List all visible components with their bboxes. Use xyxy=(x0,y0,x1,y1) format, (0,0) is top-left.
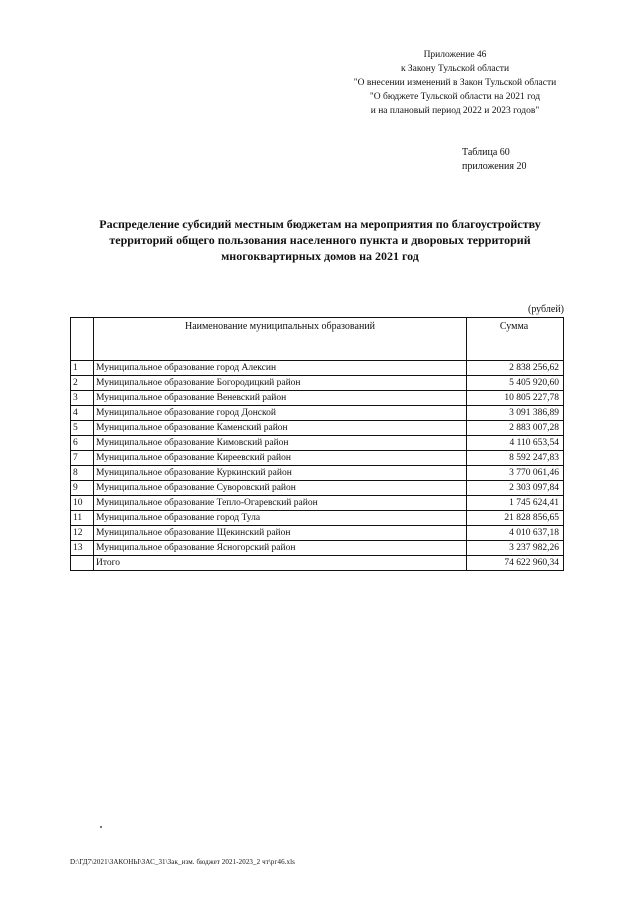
row-number: 6 xyxy=(71,436,94,451)
row-sum: 8 592 247,83 xyxy=(467,451,564,466)
row-name: Муниципальное образование Куркинский район xyxy=(94,466,467,481)
row-number: 9 xyxy=(71,481,94,496)
table-row xyxy=(71,466,564,481)
appendix-line: к Закону Тульской области xyxy=(400,64,510,74)
row-number: 13 xyxy=(71,541,94,556)
row-sum: 3 091 386,89 xyxy=(467,406,564,421)
table-header-row xyxy=(71,318,564,361)
total-row xyxy=(71,556,564,571)
appendix-line: "О бюджете Тульской области на 2021 год xyxy=(369,92,541,102)
header-number xyxy=(71,318,94,361)
row-name: Муниципальное образование Тепло-Огаревский район xyxy=(94,496,467,511)
row-number: 12 xyxy=(71,526,94,541)
title-line: Распределение субсидий местным бюджетам на мероприятия по благоустройству xyxy=(99,217,541,231)
appendix-line: "О внесении изменений в Закон Тульской области xyxy=(353,78,557,88)
title-line: многоквартирных домов на 2021 год xyxy=(221,249,419,263)
table-row xyxy=(71,496,564,511)
distribution-table xyxy=(70,317,564,571)
row-number: 2 xyxy=(71,376,94,391)
total-number xyxy=(71,556,94,571)
row-number: 4 xyxy=(71,406,94,421)
file-path-footer: D:\ГД7\2021\ЗАКОНЫ\ЗАС_31\Зак_изм. бюджет 2021-2023_2 чт\рг46.xls xyxy=(70,858,295,866)
total-label: Итого xyxy=(94,556,467,571)
header-sum: Сумма xyxy=(467,318,564,361)
row-name: Муниципальное образование Ясногорский район xyxy=(94,541,467,556)
row-number: 5 xyxy=(71,421,94,436)
title-line: территорий общего пользования населенного пункта и дворовых территорий xyxy=(109,233,531,247)
table-row xyxy=(71,436,564,451)
table-ref-line: приложения 20 xyxy=(462,161,527,172)
row-number: 8 xyxy=(71,466,94,481)
appendix-line: Приложение 46 xyxy=(423,50,487,60)
table-row xyxy=(71,526,564,541)
appendix-line: и на плановый период 2022 и 2023 годов" xyxy=(370,106,540,116)
table-row xyxy=(71,406,564,421)
row-number: 1 xyxy=(71,361,94,376)
row-name: Муниципальное образование Киреевский район xyxy=(94,451,467,466)
row-name: Муниципальное образование Каменский район xyxy=(94,421,467,436)
table-body xyxy=(71,361,564,571)
table-row xyxy=(71,451,564,466)
row-sum: 4 110 653,54 xyxy=(467,436,564,451)
document-title xyxy=(60,216,580,264)
row-name: Муниципальное образование Веневский район xyxy=(94,391,467,406)
total-sum: 74 622 960,34 xyxy=(467,556,564,571)
row-name: Муниципальное образование Кимовский район xyxy=(94,436,467,451)
row-sum: 21 828 856,65 xyxy=(467,511,564,526)
header-name: Наименование муниципальных образований xyxy=(94,318,467,361)
row-sum: 3 237 982,26 xyxy=(467,541,564,556)
row-number: 10 xyxy=(71,496,94,511)
row-sum: 1 745 624,41 xyxy=(467,496,564,511)
row-sum: 2 303 097,84 xyxy=(467,481,564,496)
row-name: Муниципальное образование Богородицкий район xyxy=(94,376,467,391)
table-row xyxy=(71,541,564,556)
row-name: Муниципальное образование Щекинский район xyxy=(94,526,467,541)
table-row xyxy=(71,511,564,526)
scan-dot xyxy=(100,826,102,828)
table-row xyxy=(71,391,564,406)
row-name: Муниципальное образование город Тула xyxy=(94,511,467,526)
units-label: (рублей) xyxy=(527,304,564,315)
row-sum: 3 770 061,46 xyxy=(467,466,564,481)
row-name: Муниципальное образование город Алексин xyxy=(94,361,467,376)
table-row xyxy=(71,421,564,436)
row-number: 11 xyxy=(71,511,94,526)
table-ref-line: Таблица 60 xyxy=(462,147,510,158)
appendix-heading xyxy=(330,48,580,118)
row-sum: 2 883 007,28 xyxy=(467,421,564,436)
row-sum: 2 838 256,62 xyxy=(467,361,564,376)
row-name: Муниципальное образование город Донской xyxy=(94,406,467,421)
table-row xyxy=(71,376,564,391)
row-sum: 10 805 227,78 xyxy=(467,391,564,406)
row-sum: 4 010 637,18 xyxy=(467,526,564,541)
table-row xyxy=(71,361,564,376)
row-number: 3 xyxy=(71,391,94,406)
table-reference xyxy=(462,146,582,174)
table-row xyxy=(71,481,564,496)
row-sum: 5 405 920,60 xyxy=(467,376,564,391)
row-name: Муниципальное образование Суворовский район xyxy=(94,481,467,496)
row-number: 7 xyxy=(71,451,94,466)
